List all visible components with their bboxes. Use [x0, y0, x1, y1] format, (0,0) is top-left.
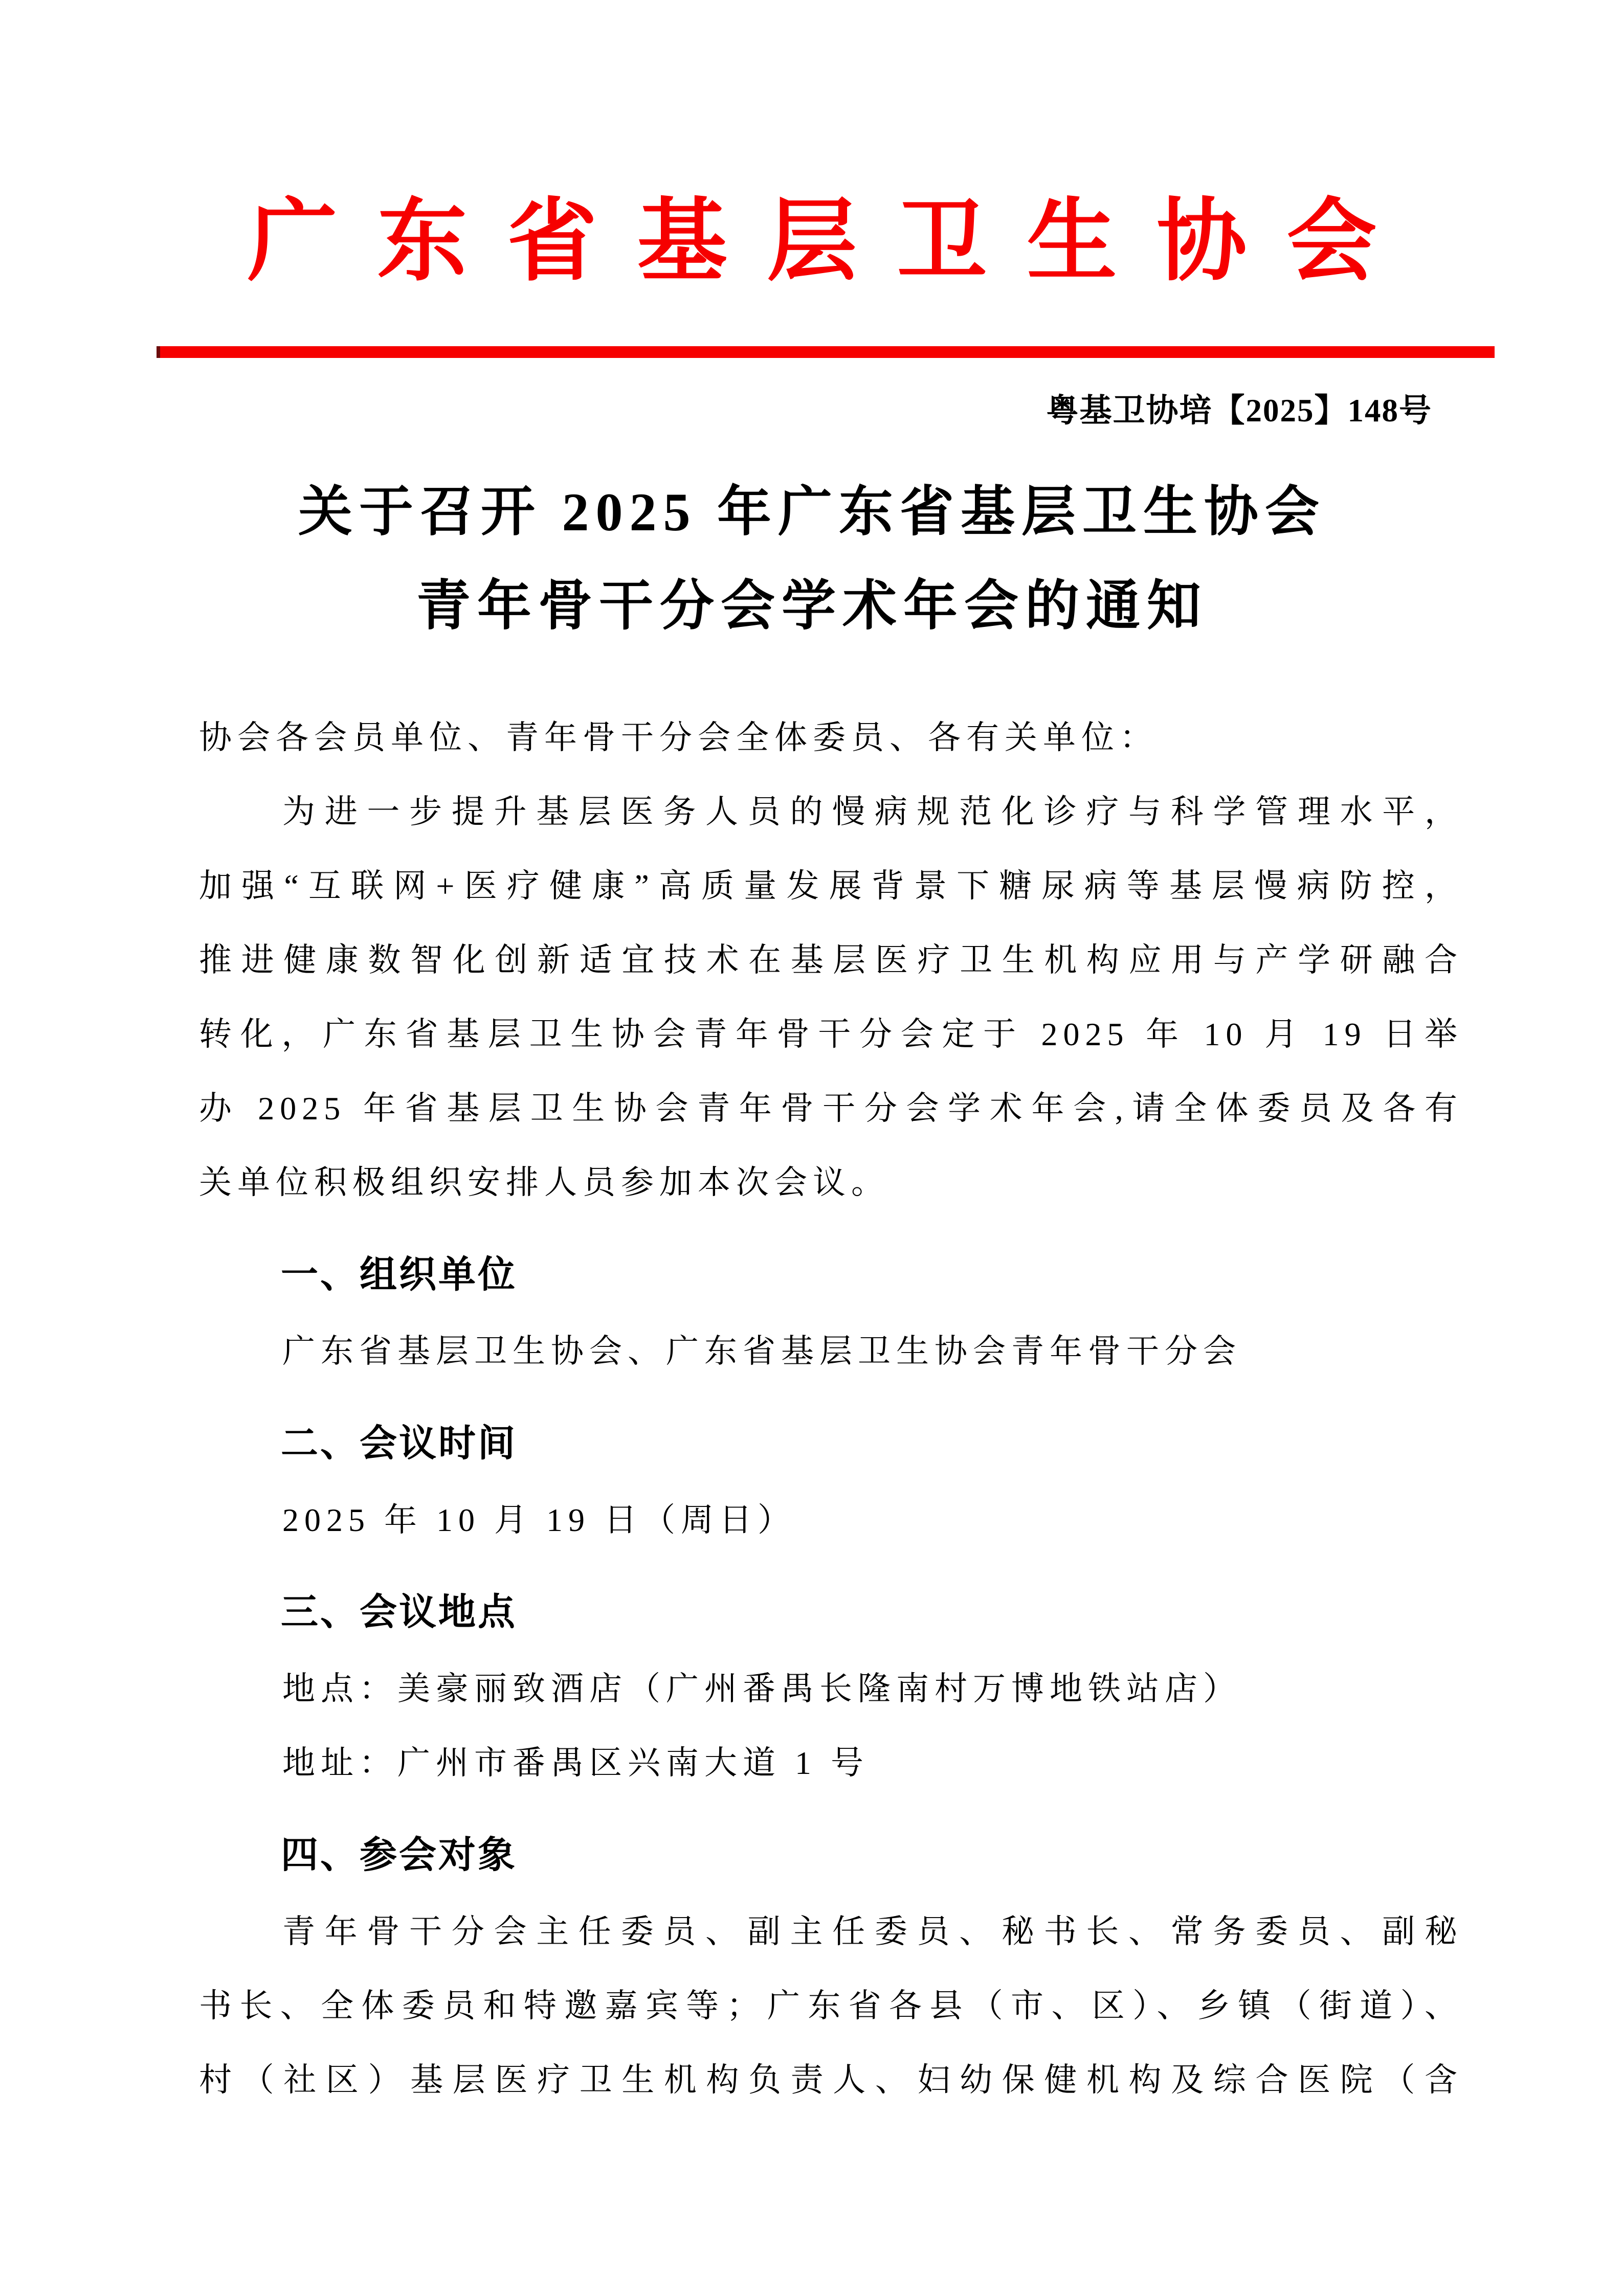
section-2-line-1: 2025 年 10 月 19 日（周日）: [282, 1502, 796, 1538]
intro-line-1: 为进一步提升基层医务人员的慢病规范化诊疗与科学管理水平，: [282, 794, 1463, 830]
intro-line-5: 办 2025 年省基层卫生协会青年骨干分会学术年会,请全体委员及各有: [199, 1090, 1463, 1127]
section-2-heading: 二、会议时间: [281, 1423, 517, 1464]
letterhead-org-title: 广东省基层卫生协会: [247, 191, 1417, 291]
section-3-heading: 三、会议地点: [281, 1591, 517, 1633]
section-1-heading: 一、组织单位: [281, 1254, 517, 1295]
section-meeting-time: [199, 1406, 1463, 1557]
notice-title-line-2: 青年骨干分会学术年会的通知: [416, 576, 1208, 636]
intro-line-2: 加强“互联网+医疗健康”高质量发展背景下糖尿病等基层慢病防控，: [199, 868, 1463, 904]
section-1-line-1: 广东省基层卫生协会、广东省基层卫生协会青年骨干分会: [282, 1333, 1241, 1369]
section-4-line-1: 青年骨干分会主任委员、副主任委员、秘书长、常务委员、副秘: [282, 1914, 1463, 1950]
intro-line-4: 转化，广东省基层卫生协会青年骨干分会定于 2025 年 10 月 19 日举: [199, 1016, 1463, 1052]
document-number: 粤基卫协培【2025】148号: [1046, 393, 1432, 429]
intro-paragraph: [199, 775, 1463, 1220]
document-body: [199, 701, 1463, 2117]
salutation-line: 协会各会员单位、青年骨干分会全体委员、各有关单位：: [199, 719, 1158, 756]
section-4-line-2: 书长、全体委员和特邀嘉宾等；广东省各县（市、区）、乡镇（街道）、: [199, 1988, 1463, 2024]
section-4-line-3: 村（社区）基层医疗卫生机构负责人、妇幼保健机构及综合医院（含: [199, 2062, 1463, 2098]
intro-line-6: 关单位积极组织安排人员参加本次会议。: [199, 1164, 889, 1201]
intro-line-3: 推进健康数智化创新适宜技术在基层医疗卫生机构应用与产学研融合: [199, 942, 1463, 978]
section-3-line-1: 地点：美豪丽致酒店（广州番禺长隆南村万博地铁站店）: [282, 1671, 1241, 1707]
section-3-line-2: 地址：广州市番禺区兴南大道 1 号: [282, 1745, 869, 1781]
section-organizers: [199, 1237, 1463, 1388]
section-meeting-venue: [199, 1575, 1463, 1800]
section-4-heading: 四、参会对象: [281, 1834, 517, 1876]
letterhead-divider: [157, 346, 1495, 358]
notice-title-line-1: 关于召开 2025 年广东省基层卫生协会: [298, 482, 1326, 542]
section-attendees: [199, 1818, 1463, 2117]
notice-title: [0, 465, 1624, 654]
